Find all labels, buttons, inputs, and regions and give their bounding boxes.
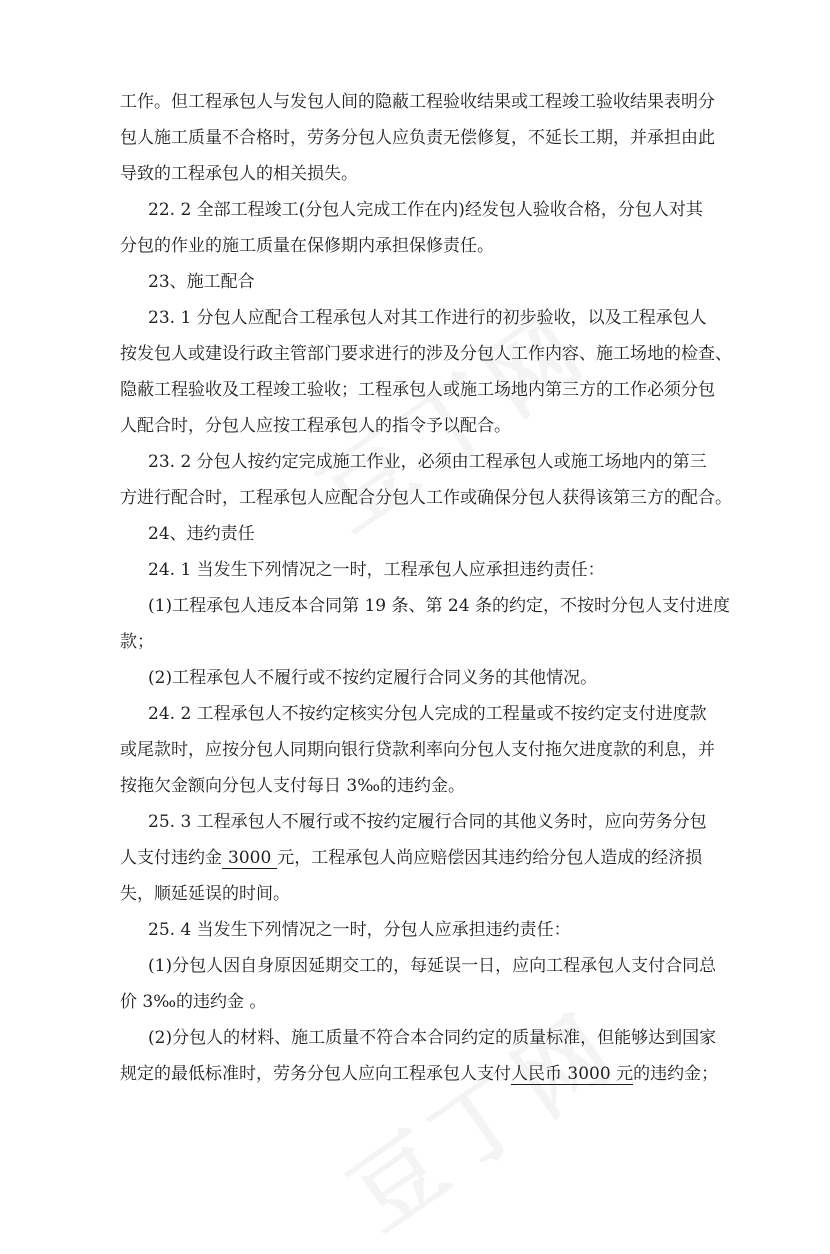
text-line: 工作。但工程承包人与发包人间的隐蔽工程验收结果或工程竣工验收结果表明分 [120, 92, 715, 112]
text-line: (1)分包人因自身原因延期交工的，每延误一日，应向工程承包人支付合同总 [148, 956, 717, 976]
text-line: (2)分包人的材料、施工质量不符合本合同约定的质量标准，但能够达到国家 [148, 1028, 717, 1048]
penalty-amount-blank: 3000 [222, 848, 277, 869]
text-line: 人配合时，分包人应按工程承包人的指令予以配合。 [120, 416, 511, 436]
text-line: 23. 2 分包人按约定完成施工作业，必须由工程承包人或施工场地内的第三 [148, 452, 707, 472]
section-heading: 24、违约责任 [148, 524, 255, 544]
text-line: 隐蔽工程验收及工程竣工验收；工程承包人或施工场地内第三方的工作必须分包 [120, 380, 715, 400]
text-line: 导致的工程承包人的相关损失。 [120, 164, 358, 184]
text-line: 方进行配合时，工程承包人应配合分包人工作或确保分包人获得该第三方的配合。 [120, 488, 732, 508]
text-line: 价 3‰的违约金 。 [120, 992, 267, 1012]
text-line: 按拖欠金额向分包人支付每日 3‰的违约金。 [120, 776, 466, 796]
text-line: (2)工程承包人不履行或不按约定履行合同义务的其他情况。 [148, 668, 598, 688]
text-line: 24. 2 工程承包人不按约定核实分包人完成的工程量或不按约定支付进度款 [148, 704, 707, 724]
text-line [120, 842, 702, 874]
text-line: 按发包人或建设行政主管部门要求进行的涉及分包人工作内容、施工场地的检查、 [120, 344, 732, 364]
text-line: 款； [120, 632, 154, 652]
text-line: 24. 1 当发生下列情况之一时，工程承包人应承担违约责任： [148, 560, 605, 580]
text-line: 分包的作业的施工质量在保修期内承担保修责任。 [120, 236, 494, 256]
text-line: 失，顺延延误的时间。 [120, 884, 290, 904]
text-segment: 的违约金； [633, 1064, 719, 1084]
text-line [120, 1058, 718, 1090]
watermark [320, 976, 640, 1254]
text-segment: 元，工程承包人尚应赔偿因其违约给分包人造成的经济损 [277, 848, 703, 868]
text-segment: 规定的最低标准时，劳务分包人应向工程承包人支付 [120, 1064, 511, 1084]
penalty-amount-underlined: 人民币 3000 元 [511, 1064, 634, 1084]
section-heading: 23、施工配合 [148, 272, 255, 292]
text-line: 25. 3 工程承包人不履行或不按约定履行合同的其他义务时，应向劳务分包 [148, 812, 707, 832]
text-segment: 人支付违约金 [120, 848, 222, 868]
text-line: 25. 4 当发生下列情况之一时，分包人应承担违约责任： [148, 920, 571, 940]
text-line: 22. 2 全部工程竣工(分包人完成工作在内)经发包人验收合格，分包人对其 [148, 200, 703, 220]
text-line: 或尾款时，应按分包人同期向银行贷款利率向分包人支付拖欠进度款的利息，并 [120, 740, 715, 760]
text-line: 23. 1 分包人应配合工程承包人对其工作进行的初步验收，以及工程承包人 [148, 308, 707, 328]
text-line: (1)工程承包人违反本合同第 19 条、第 24 条的约定，不按时分包人支付进度 [148, 596, 730, 616]
text-line: 包人施工质量不合格时，劳务分包人应负责无偿修复，不延长工期，并承担由此 [120, 128, 715, 148]
